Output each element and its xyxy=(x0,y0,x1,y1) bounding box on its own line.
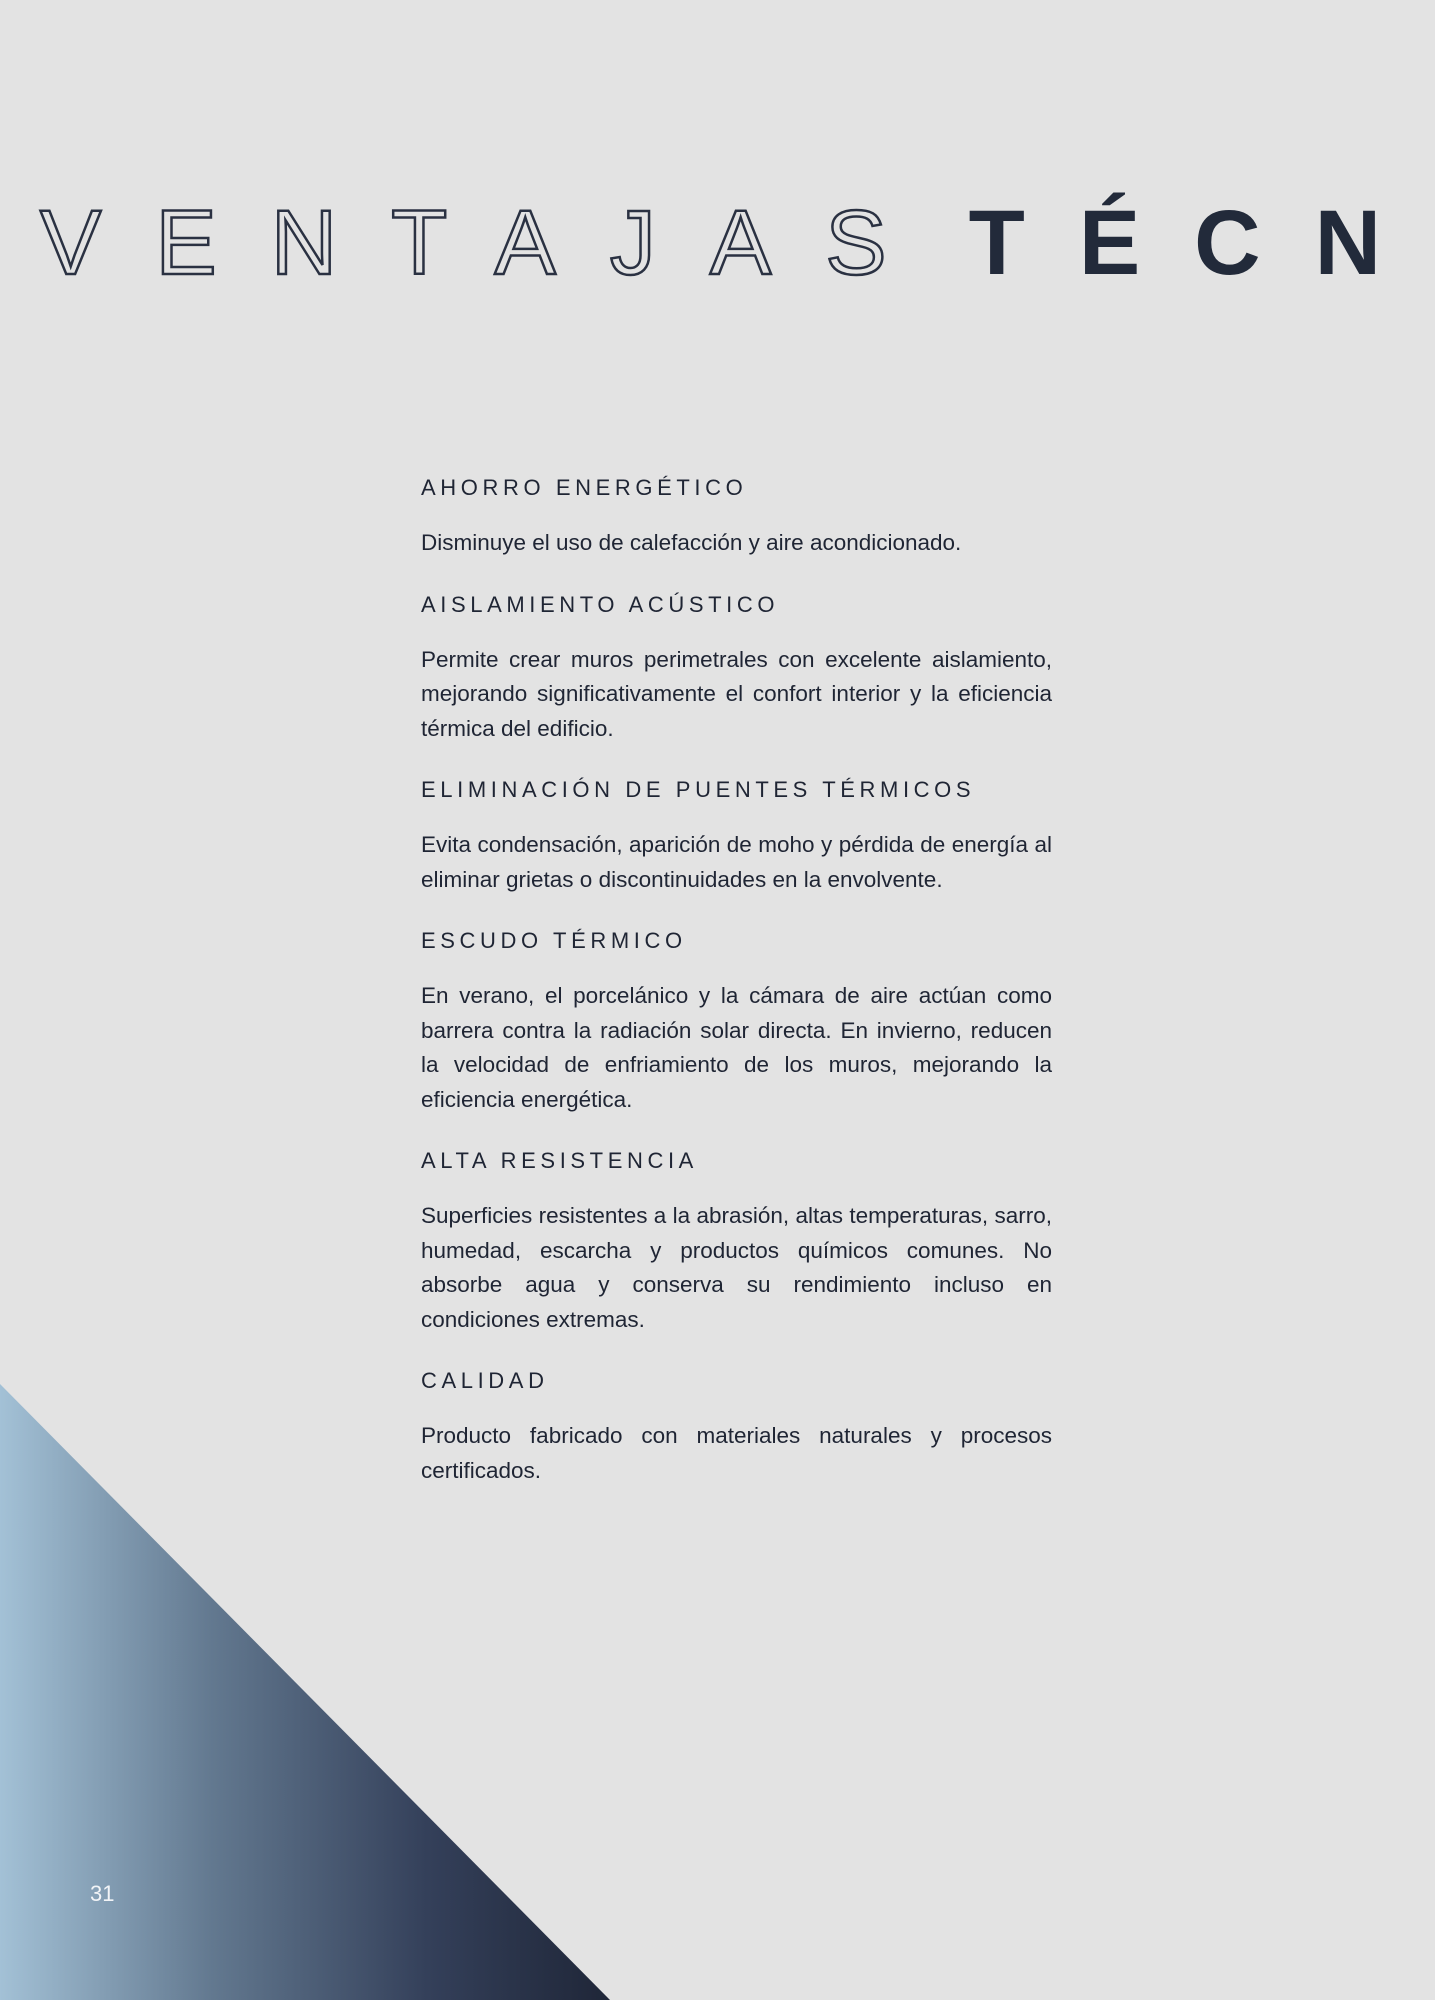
section-calidad xyxy=(421,1357,1052,1488)
section-puentes-termicos xyxy=(421,766,1052,897)
section-escudo-termico xyxy=(421,917,1052,1117)
advantages-list xyxy=(421,464,1052,1508)
section-heading: ESCUDO TÉRMICO xyxy=(421,928,687,953)
section-aislamiento-acustico xyxy=(421,581,1052,747)
section-alta-resistencia xyxy=(421,1137,1052,1337)
section-heading: ELIMINACIÓN DE PUENTES TÉRMICOS xyxy=(421,777,976,802)
section-body: Producto fabricado con materiales naturales y procesos certificados. xyxy=(421,1423,1052,1483)
section-body: Evita condensación, aparición de moho y pérdida de energía al eliminar grietas o discontinuidades en la envolvente. xyxy=(421,832,1052,892)
section-body: Disminuye el uso de calefacción y aire acondicionado. xyxy=(421,530,962,555)
section-ahorro-energetico xyxy=(421,464,1052,561)
section-body: Permite crear muros perimetrales con excelente aislamiento, mejorando significativamente el confort interior y la eficiencia térmica del edificio. xyxy=(421,646,1052,741)
page-title-light: VENTAJAS xyxy=(40,192,941,294)
page-number: 31 xyxy=(90,1881,115,1906)
section-body: Superficies resistentes a la abrasión, altas temperaturas, sarro, humedad, escarcha y productos químicos comunes. No absorbe agua y conserva su rendimiento incluso en condiciones extremas. xyxy=(421,1203,1052,1332)
section-heading: CALIDAD xyxy=(421,1368,549,1393)
section-heading: AHORRO ENERGÉTICO xyxy=(421,475,748,500)
section-heading: ALTA RESISTENCIA xyxy=(421,1148,698,1173)
page-title-bold: TÉCN xyxy=(968,192,1435,294)
page-title xyxy=(40,188,1435,298)
section-body: En verano, el porcelánico y la cámara de aire actúan como barrera contra la radiación solar directa. En invierno, reducen la velocidad de enfriamiento de los muros, mejorando la eficiencia energética. xyxy=(421,983,1052,1112)
section-heading: AISLAMIENTO ACÚSTICO xyxy=(421,591,780,617)
